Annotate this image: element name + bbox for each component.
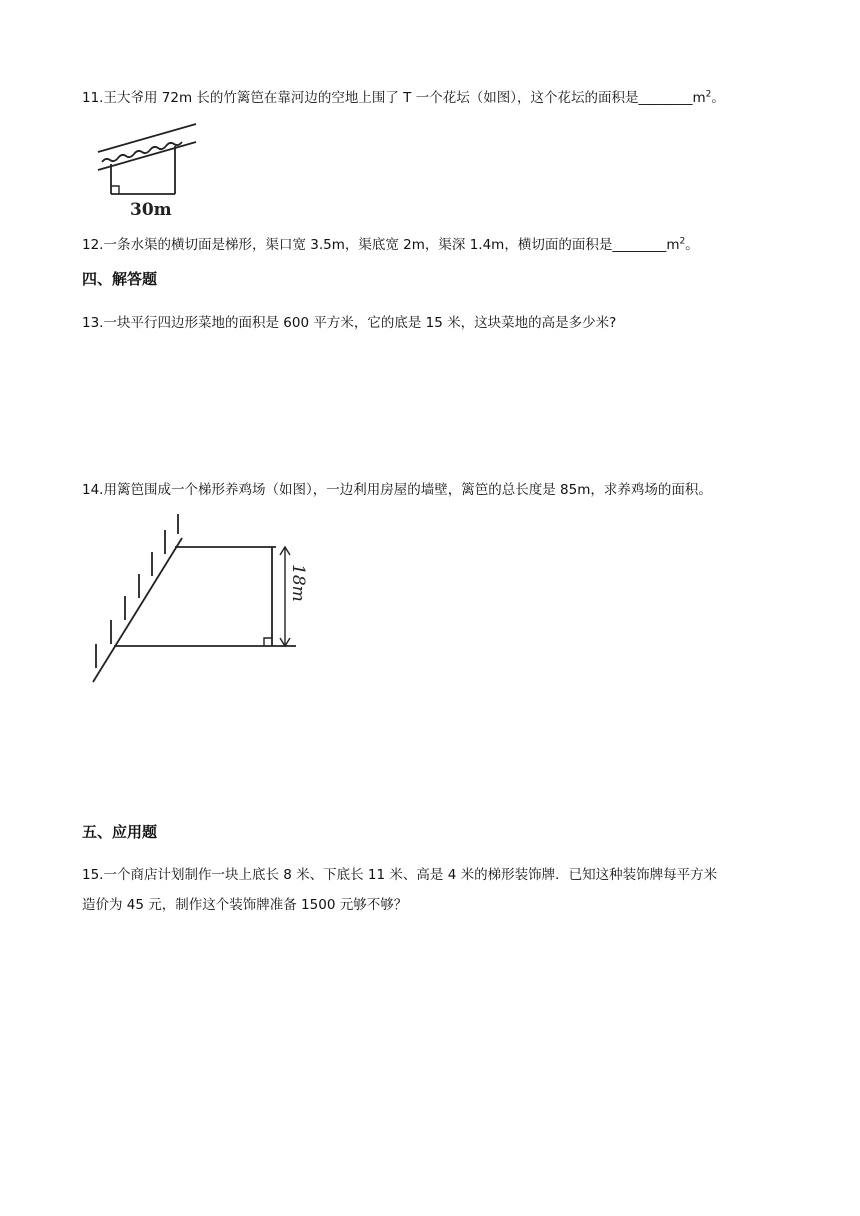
answer-blank-12[interactable]: ________ (612, 237, 667, 253)
answer-blank-11[interactable]: ________ (638, 90, 693, 106)
unit-12: m (666, 237, 680, 253)
question-12-text: 12.一条水渠的横切面是梯形，渠口宽 3.5m，渠底宽 2m，渠深 1.4m，横切面的面积是 (82, 237, 613, 253)
question-12-end: 。 (685, 237, 699, 253)
flower-bed-figure (92, 120, 202, 220)
figure-14-label: 18m (288, 564, 308, 602)
question-13: 13.一块平行四边形菜地的面积是 600 平方米，它的底是 15 米，这块菜地的高是多少米? (82, 315, 617, 331)
unit-12-superscript: 2 (679, 236, 686, 247)
right-angle-mark (264, 638, 272, 646)
unit-11: m (692, 90, 706, 106)
river-bank-top (98, 124, 196, 152)
chicken-yard-figure (84, 510, 324, 690)
river-bank-bottom (98, 142, 196, 170)
right-angle-mark (111, 186, 119, 194)
question-15 (82, 860, 782, 920)
question-11-text: 11.王大爷用 72m 长的竹篱笆在靠河边的空地上围了 T 一个花坛（如图），这个花坛的面积是 (82, 90, 639, 106)
question-15-line-2: 造价为 45 元，制作这个装饰牌准备 1500 元够不够？ (82, 897, 408, 913)
question-11 (82, 88, 725, 108)
question-14: 14.用篱笆围成一个梯形养鸡场（如图），一边利用房屋的墙壁，篱笆的总长度是 85m，求养鸡场的面积。 (82, 482, 712, 498)
unit-11-superscript: 2 (705, 89, 712, 100)
question-12 (82, 235, 699, 255)
section-4-heading: 四、解答题 (82, 270, 158, 288)
question-11-end: 。 (711, 90, 725, 106)
river-wave (102, 142, 182, 162)
section-5-heading: 五、应用题 (82, 823, 158, 841)
wall-line (93, 538, 182, 682)
figure-11-label: 30m (130, 200, 172, 220)
question-15-line-1: 15.一个商店计划制作一块上底长 8 米、下底长 11 米、高是 4 米的梯形装饰牌．已知这种装饰牌每平方米 (82, 867, 718, 883)
